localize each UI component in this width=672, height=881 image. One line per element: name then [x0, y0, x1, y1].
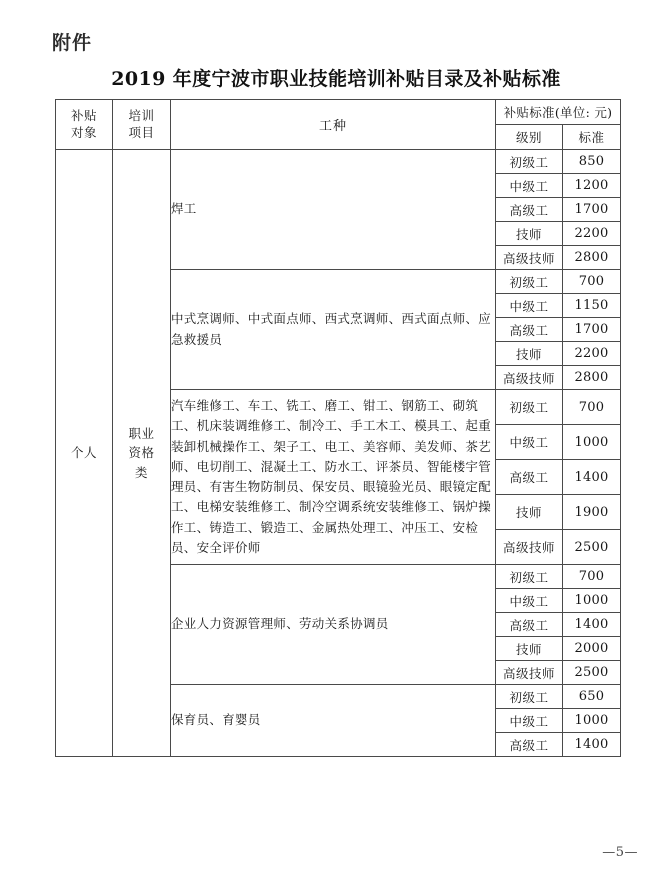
cell-level: 高级技师 [496, 661, 563, 685]
cell-level: 高级技师 [496, 366, 563, 390]
cell-standard-amount: 1400 [563, 613, 621, 637]
cell-standard-amount: 700 [563, 390, 621, 425]
cell-standard-amount: 1000 [563, 589, 621, 613]
cell-level: 中级工 [496, 425, 563, 460]
cell-standard-amount: 1700 [563, 318, 621, 342]
cell-level: 高级工 [496, 613, 563, 637]
cell-level: 高级工 [496, 198, 563, 222]
cell-standard-amount: 2500 [563, 661, 621, 685]
cell-job-type: 保育员、育婴员 [171, 685, 496, 757]
cell-level: 技师 [496, 222, 563, 246]
header-standard: 标准 [563, 125, 621, 150]
header-training-project-line1: 培训 [128, 108, 155, 123]
cell-level: 初级工 [496, 565, 563, 589]
cell-level: 技师 [496, 342, 563, 366]
header-subsidy-object-line2: 对象 [70, 124, 97, 140]
cell-standard-amount: 1700 [563, 198, 621, 222]
cell-level: 中级工 [496, 709, 563, 733]
cell-level: 技师 [496, 637, 563, 661]
cell-standard-amount: 2800 [563, 366, 621, 390]
cell-standard-amount: 850 [563, 150, 621, 174]
cell-job-type: 汽车维修工、车工、铣工、磨工、钳工、钢筋工、砌筑工、机床装调维修工、制冷工、手工木工、模具工、起重装卸机械操作工、架子工、电工、美容师、美发师、茶艺师、电切削工、混凝土工、防水工、评茶员、智能楼宇管理员、有害生物防制员、保安员、眼镜验光员、眼镜定配工、电梯安装维修工、制冷空调系统安装维修工、锅炉操作工、铸造工、锻造工、金属热处理工、冲压工、安检员、安全评价师 [171, 390, 496, 565]
header-job-type: 工种 [171, 100, 496, 150]
cell-standard-amount: 1400 [563, 733, 621, 757]
cell-standard-amount: 2000 [563, 637, 621, 661]
cell-job-type: 焊工 [171, 150, 496, 270]
cell-standard-amount: 650 [563, 685, 621, 709]
cell-level: 高级技师 [496, 530, 563, 565]
cell-standard-amount: 2500 [563, 530, 621, 565]
cell-training-project-line3: 类 [134, 464, 148, 480]
cell-level: 初级工 [496, 390, 563, 425]
cell-standard-amount: 1900 [563, 495, 621, 530]
cell-standard-amount: 700 [563, 270, 621, 294]
page-title: 2019 年度宁波市职业技能培训补贴目录及补贴标准 [111, 68, 561, 90]
header-subsidy-object-line1: 补贴 [70, 108, 97, 123]
header-level: 级别 [496, 125, 563, 150]
header-training-project-line2: 项目 [128, 124, 155, 140]
cell-level: 初级工 [496, 685, 563, 709]
cell-level: 技师 [496, 495, 563, 530]
cell-training-project-line1: 职业 [128, 425, 155, 441]
cell-level: 高级工 [496, 733, 563, 757]
cell-level: 高级工 [496, 318, 563, 342]
cell-standard-amount: 1000 [563, 709, 621, 733]
cell-standard-amount: 2200 [563, 342, 621, 366]
cell-job-type: 企业人力资源管理师、劳动关系协调员 [171, 565, 496, 685]
cell-standard-amount: 1200 [563, 174, 621, 198]
subsidy-table [55, 99, 621, 757]
cell-level: 初级工 [496, 150, 563, 174]
cell-training-project-line2: 资格 [128, 445, 155, 461]
cell-job-type: 中式烹调师、中式面点师、西式烹调师、西式面点师、应急救援员 [171, 270, 496, 390]
header-training-project [113, 100, 171, 150]
cell-level: 中级工 [496, 294, 563, 318]
subsidy-table-container [55, 99, 620, 757]
table-header-row-1 [56, 100, 621, 125]
header-subsidy-standard: 补贴标准(单位: 元) [496, 100, 621, 125]
header-subsidy-object [56, 100, 113, 150]
cell-standard-amount: 1150 [563, 294, 621, 318]
page-number: —5— [602, 845, 638, 860]
cell-level: 中级工 [496, 589, 563, 613]
attachment-label: 附件 [52, 32, 93, 54]
cell-level: 高级技师 [496, 246, 563, 270]
cell-standard-amount: 1400 [563, 460, 621, 495]
cell-training-project [113, 150, 171, 757]
cell-level: 中级工 [496, 174, 563, 198]
table-row [56, 150, 621, 174]
cell-standard-amount: 2200 [563, 222, 621, 246]
cell-level: 初级工 [496, 270, 563, 294]
cell-subsidy-object: 个人 [56, 150, 113, 757]
cell-standard-amount: 2800 [563, 246, 621, 270]
cell-level: 高级工 [496, 460, 563, 495]
cell-standard-amount: 1000 [563, 425, 621, 460]
cell-standard-amount: 700 [563, 565, 621, 589]
